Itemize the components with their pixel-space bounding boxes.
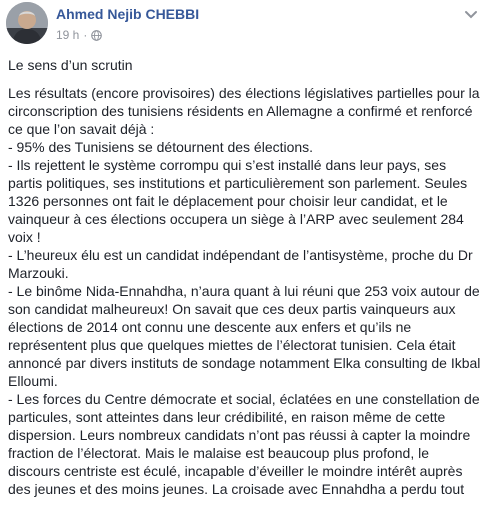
post-meta bbox=[56, 28, 102, 42]
post-header bbox=[6, 2, 486, 46]
author-name[interactable]: Ahmed Nejib CHEBBI bbox=[56, 6, 200, 22]
globe-icon[interactable] bbox=[91, 30, 102, 41]
post-title: Le sens d’un scrutin bbox=[8, 57, 133, 73]
meta-separator: · bbox=[83, 28, 88, 42]
author-avatar[interactable] bbox=[6, 2, 48, 44]
post-body: Les résultats (encore provisoires) des élections législatives partielles pour la circonscription des tunisiens résidents en Allemagne a confirmé et renforcé ce que l’on savait déjà : - 95% des Tunisiens se détournent des élections. - Ils rejettent le système corrompu qui s’est installé dans leur pays, ses partis politiques, ses institutions et particulièrement son parlement. Seules 1326 personnes ont fait le déplacement pour choisir leur candidat, et le vainqueur à ces élections occupera un siège à l’ARP avec seulement 284 voix ! - L’heureux élu est un candidat indépendant de l’antisystème, proche du Dr Marzouki. - Le binôme Nida-Ennahdha, n’aura quant à lui réuni que 253 voix autour de son candidat malheureux! On savait que ces deux partis vainqueurs aux élections de 2014 ont connu une descente aux enfers et qu’ils ne représentent plus que quelques miettes de l’électorat tunisien. Cela était annoncé par divers instituts de sondage notamment Elka consulting de Ikbal Elloumi. - Les forces du Centre démocrate et social, éclatées en une constellation de particules, sont atteintes dans leur crédibilité, en raison même de cette dispersion. Leurs nombreux candidats n’ont pas réussi à capter la moindre fraction de l’électorat. Mais le malaise est beaucoup plus profond, le discours centriste est éculé, incapable d’éveiller le moindre intérêt auprès des jeunes et des moins jeunes. La croisade avec Ennahdha a perdu tout bbox=[8, 85, 481, 497]
chevron-down-icon[interactable] bbox=[462, 8, 480, 22]
avatar-photo bbox=[6, 2, 48, 44]
post-timestamp[interactable]: 19 h bbox=[56, 28, 80, 42]
post-content bbox=[8, 56, 484, 498]
